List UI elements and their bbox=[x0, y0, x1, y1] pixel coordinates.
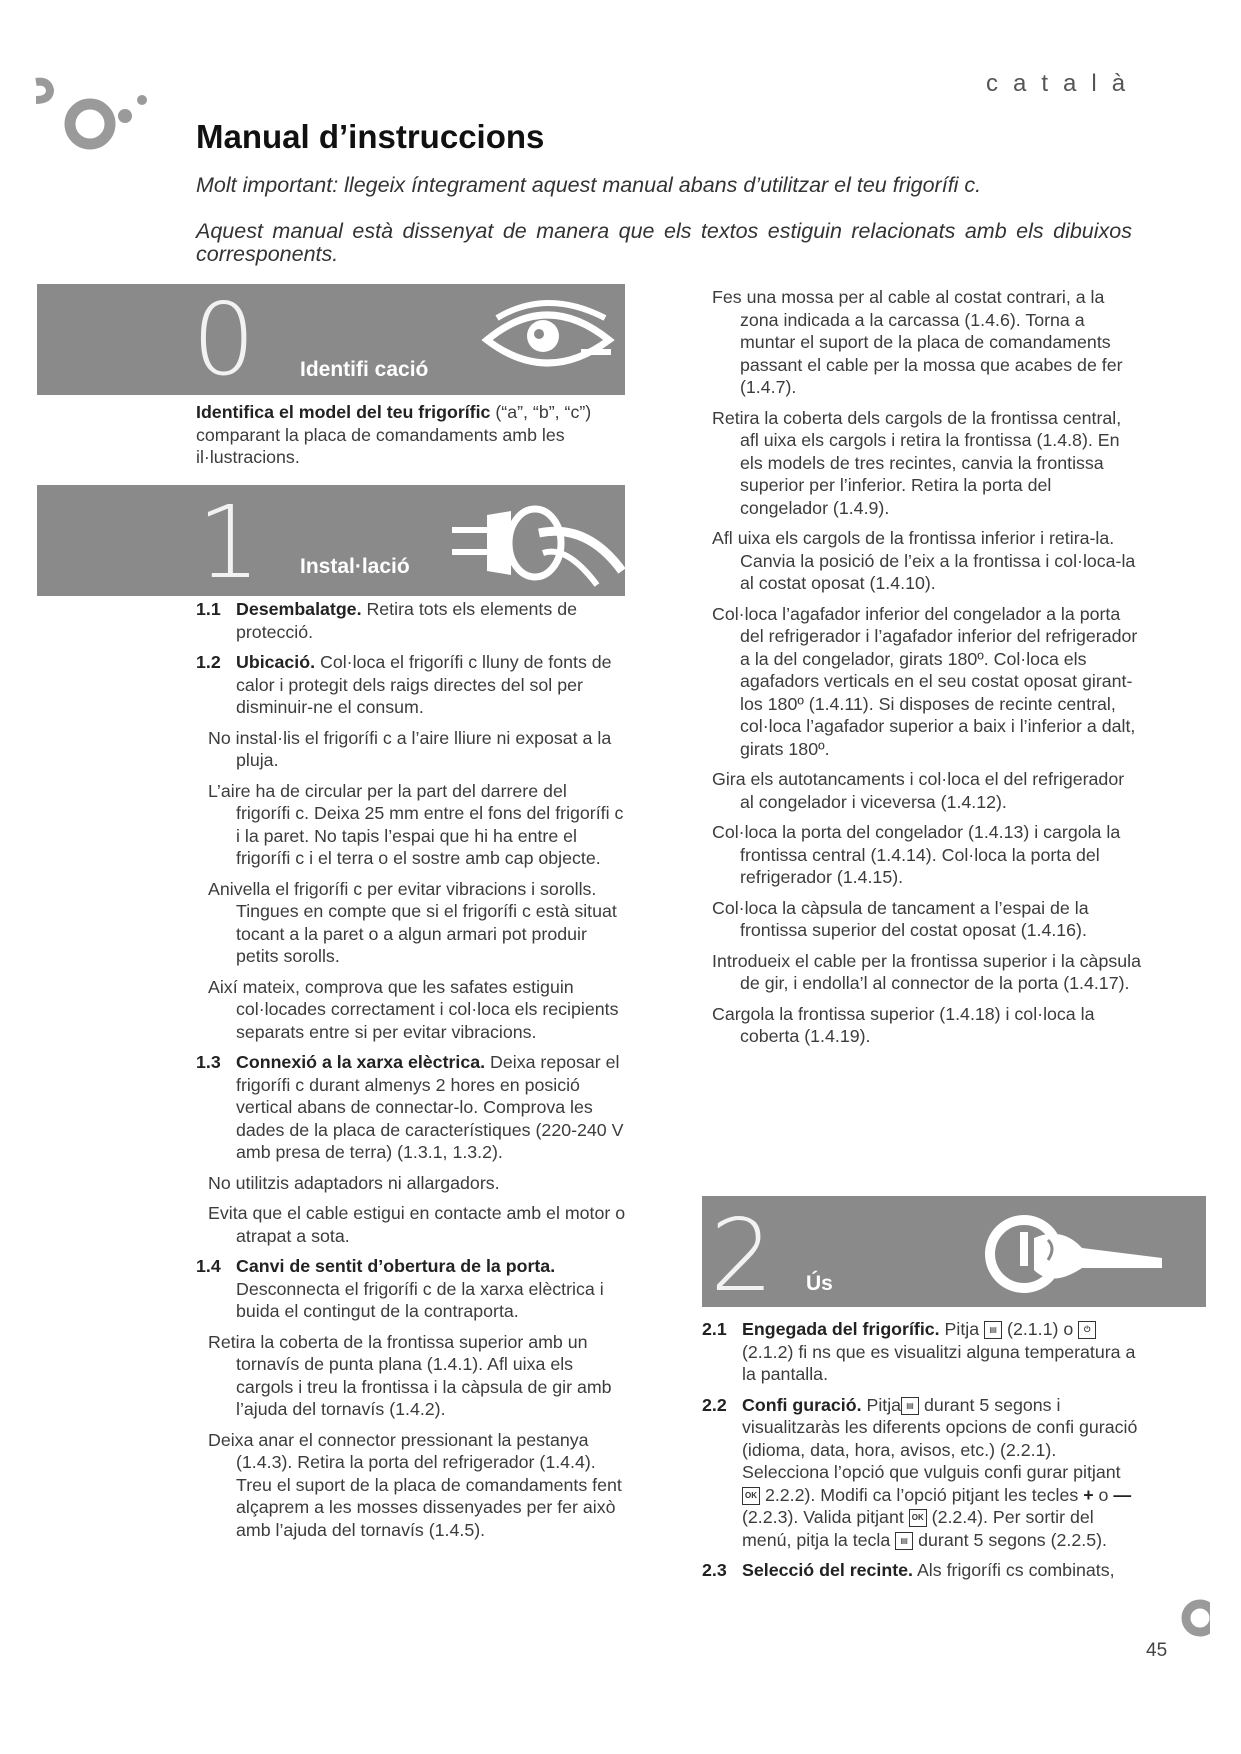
ok-key-icon: OK bbox=[909, 1509, 927, 1527]
page-title: Manual d’instruccions bbox=[196, 118, 545, 155]
brand-logo bbox=[34, 74, 174, 184]
section-0-banner bbox=[37, 281, 625, 398]
section-0-text-rest: (“a”, “b”, “c”) comparant la placa de comandaments amb les il·lustracions. bbox=[196, 402, 592, 467]
right-column bbox=[712, 286, 1142, 1056]
left-column bbox=[196, 598, 626, 1549]
section-1-label: Instal·lació bbox=[300, 555, 410, 578]
item-2-3: 2.3 Selecció del recinte. Als frigorífi cs combinats, bbox=[702, 1560, 1115, 1580]
section-1-banner bbox=[37, 484, 625, 601]
right-column-usage bbox=[702, 1318, 1142, 1590]
intro-important: Molt important: llegeix íntegrament aquest manual abans d’utilitzar el teu frigorífi c. bbox=[196, 173, 982, 197]
finger-button-icon bbox=[982, 1208, 1162, 1300]
right-paragraph-5: Gira els autotancaments i col·loca el del refrigerador al congelador i viceversa (1.4.12). bbox=[712, 769, 1125, 812]
right-paragraph-1: Fes una mossa per al cable al costat contrari, a la zona indicada a la carcassa (1.4.6). Torna a muntar el suport de la placa de comandaments passant el cable per la mossa que acabes de fer (1.4.7). bbox=[712, 287, 1123, 397]
corner-logo-icon bbox=[1170, 1596, 1210, 1640]
right-paragraph-7: Col·loca la càpsula de tancament a l’espai de la frontissa superior del costat oposat (1.4.16). bbox=[712, 897, 1089, 940]
right-paragraph-6: Col·loca la porta del congelador (1.4.13) i cargola la frontissa central (1.4.14). Col·loca la porta del refrigerador (1.4.15). bbox=[712, 822, 1121, 887]
ok-key-icon: OK bbox=[742, 1487, 760, 1505]
right-paragraph-3: Afl uixa els cargols de la frontissa inferior i retira-la. Canvia la posició de l’eix a la frontissa i col·loca-la al costat oposat (1.4.10). bbox=[712, 528, 1136, 593]
left-paragraph-7: Retira la coberta de la frontissa superior amb un tornavís de punta plana (1.4.1). Afl uixa els cargols i treu la frontissa i la càpsula de gir amb l’ajuda del tornavís (1.4.2). bbox=[208, 1331, 612, 1419]
item-1-4: 1.4 Canvi de sentit d’obertura de la porta. Desconnecta el frigorífi c de la xarxa elèctrica i buida el contingut de la contraporta. bbox=[196, 1256, 604, 1321]
left-paragraph-2: L’aire ha de circular per la part del darrere del frigorífi c. Deixa 25 mm entre el fons del frigorífi c i la paret. No tapis l’espai que hi ha entre el frigorífi c i el terra o el sostre amb cap objecte. bbox=[208, 780, 624, 868]
section-2-label: Ús bbox=[806, 1272, 833, 1295]
left-paragraph-4: Així mateix, comprova que les safates estiguin col·locades correctament i col·loca els recipients separats entre si per evitar vibracions. bbox=[208, 976, 619, 1042]
menu-key-icon: ▤ bbox=[895, 1532, 913, 1550]
section-0-text-bold: Identifica el model del teu frigorífic bbox=[196, 402, 491, 422]
left-paragraph-3: Anivella el frigorífi c per evitar vibracions i sorolls. Tingues en compte que si el frigorífi c està situat tocant a la paret o a algun armari pot produir petits sorolls. bbox=[208, 878, 617, 966]
section-0-number: 0 bbox=[192, 281, 256, 398]
menu-key-icon: ▤ bbox=[901, 1397, 919, 1415]
eye-icon bbox=[477, 296, 619, 380]
left-paragraph-8: Deixa anar el connector pressionant la pestanya (1.4.3). Retira la porta del refrigerador (1.4.4). Treu el suport de la placa de comandaments fent alçaprem a les mosses dissenyades per fer això amb l’ajuda del tornavís (1.4.5). bbox=[208, 1429, 622, 1540]
right-paragraph-9: Cargola la frontissa superior (1.4.18) i col·loca la coberta (1.4.19). bbox=[712, 1003, 1095, 1046]
page-number: 45 bbox=[1146, 1640, 1168, 1661]
right-paragraph-4: Col·loca l’agafador inferior del congelador a la porta del refrigerador i l’agafador inferior del refrigerador a la del congelador, girats 180º. Col·loca els agafadors verticals en el seu costat oposat girant-los 180º (1.4.11). Si disposes de recinte central, col·loca l’agafador superior a baix i l’inferior a dalt, girats 180º. bbox=[712, 603, 1138, 759]
section-1-number: 1 bbox=[197, 484, 261, 601]
section-0-label: Identifi cació bbox=[300, 358, 429, 381]
minus-key-icon: — bbox=[1113, 1484, 1132, 1505]
item-1-1: 1.1 Desembalatge. Retira tots els elements de protecció. bbox=[196, 599, 577, 642]
language-label: català bbox=[986, 70, 1141, 97]
right-paragraph-2: Retira la coberta dels cargols de la frontissa central, afl uixa els cargols i retira la frontissa (1.4.8). En els models de tres recintes, canvia la frontissa superior per l’inferior. Retira la porta del congelador (1.4.9). bbox=[712, 407, 1122, 518]
power-key-icon: ⏻ bbox=[1078, 1321, 1096, 1339]
intro-design: Aquest manual està dissenyat de manera que els textos estiguin relacionats amb els dibuixos corresponents. bbox=[196, 219, 1132, 266]
section-0-text bbox=[196, 401, 616, 477]
plug-icon bbox=[447, 493, 627, 593]
section-2-banner bbox=[702, 1196, 1206, 1314]
section-2-number: 2 bbox=[710, 1197, 774, 1314]
item-2-2: 2.2 Confi guració. Pitja ▤ durant 5 segons i visualitzaràs les diferents opcions de confi guració (idioma, data, hora, avisos, etc.) (2.2.1). Selecciona l’opció que vulguis confi gurar pitjant OK 2.2.2). Modifi ca l’opció pitjant les tecles + o — (2.2.3). Valida pitjant OK (2.2.4). Per sortir del menú, pitja la tecla ▤ durant 5 segons (2.2.5). bbox=[702, 1394, 1138, 1550]
left-paragraph-6: Evita que el cable estigui en contacte amb el motor o atrapat a sota. bbox=[208, 1203, 626, 1246]
plus-key-icon: + bbox=[1083, 1484, 1094, 1505]
left-paragraph-1: No instal·lis el frigorífi c a l’aire lliure ni exposat a la pluja. bbox=[208, 727, 612, 770]
menu-key-icon: ▤ bbox=[984, 1321, 1002, 1339]
right-paragraph-8: Introdueix el cable per la frontissa superior i la càpsula de gir, i endolla’l al connector de la porta (1.4.17). bbox=[712, 950, 1141, 993]
left-paragraph-5: No utilitzis adaptadors ni allargadors. bbox=[208, 1172, 500, 1193]
item-2-1: 2.1 Engegada del frigorífic. Pitja ▤ (2.1.1) o ⏻ (2.1.2) fi ns que es visualitzi alguna temperatura a la pantalla. bbox=[702, 1319, 1136, 1384]
item-1-2: 1.2 Ubicació. Col·loca el frigorífi c lluny de fonts de calor i protegit dels raigs directes del sol per disminuir-ne el consum. bbox=[196, 652, 612, 717]
item-1-3: 1.3 Connexió a la xarxa elèctrica. Deixa reposar el frigorífi c durant almenys 2 hores en posició vertical abans de connectar-lo. Comprova les dades de la placa de característiques (220-240 V amb presa de terra) (1.3.1, 1.3.2). bbox=[196, 1052, 624, 1162]
